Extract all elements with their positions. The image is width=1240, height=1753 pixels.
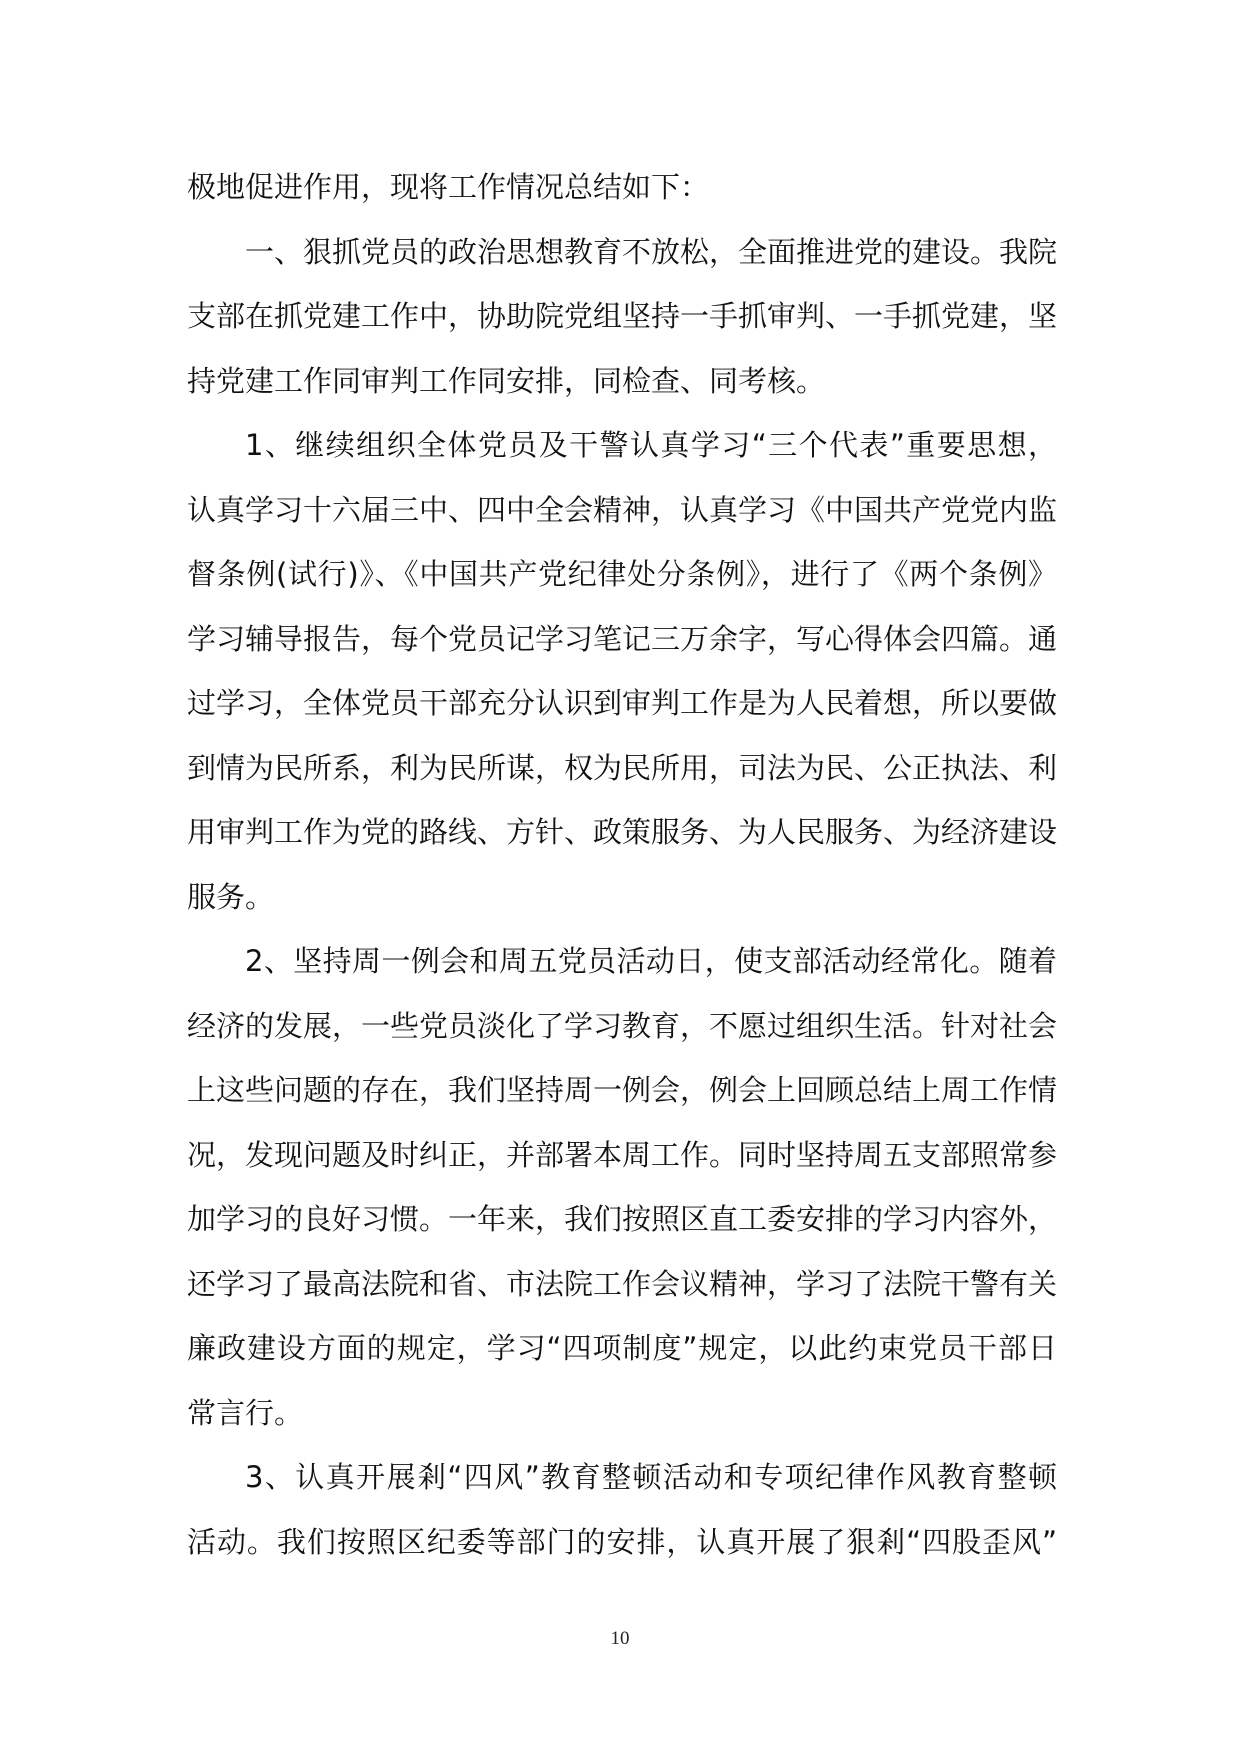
text-line: 支部在抓党建工作中，协助院党组坚持一手抓审判、一手抓党建，坚 [187, 299, 1058, 333]
text-line: 廉政建设方面的规定，学习“四项制度”规定，以此约束党员干部日 [187, 1331, 1057, 1365]
text-line: 学习辅导报告，每个党员记学习笔记三万余字，写心得体会四篇。通 [187, 621, 1058, 656]
item-3-line: 3、认真开展剎“四风”教育整顿活动和专项纪律作风教育整顿 [245, 1460, 1057, 1494]
text-line: 经济的发展，一些党员淡化了学习教育，不愿过组织生活。针对社会 [187, 1008, 1058, 1043]
page-number: 10 [610, 1628, 630, 1649]
text-line: 况，发现问题及时纠正，并部署本周工作。同时坚持周五支部照常参 [187, 1137, 1058, 1172]
text-line: 用审判工作为党的路线、方针、政策服务、为人民服务、为经济建设 [187, 815, 1058, 849]
item-1-line: 1、继续组织全体党员及干警认真学习“三个代表”重要思想， [245, 428, 1057, 462]
text-line: 过学习，全体党员干部充分认识到审判工作是为人民着想，所以要做 [187, 686, 1058, 720]
body-text [187, 155, 1057, 1574]
text-line: 到情为民所系，利为民所谋，权为民所用，司法为民、公正执法、利 [187, 750, 1058, 785]
text-line: 认真学习十六届三中、四中全会精神，认真学习《中国共产党党内监 [187, 492, 1058, 527]
item-2-line: 2、坚持周一例会和周五党员活动日，使支部活动经常化。随着 [245, 944, 1057, 978]
text-line: 加学习的良好习惯。一年来，我们按照区直工委安排的学习内容外， [187, 1202, 1058, 1236]
text-line: 活动。我们按照区纪委等部门的安排，认真开展了狠剎“四股歪风” [187, 1524, 1057, 1559]
text-line: 上这些问题的存在，我们坚持周一例会，例会上回顾总结上周工作情 [187, 1073, 1058, 1107]
text-line: 督条例(试行)》、《中国共产党纪律处分条例》，进行了《两个条例》 [187, 557, 1057, 591]
text-line: 极地促进作用，现将工作情况总结如下： [187, 170, 710, 204]
text-line: 服务。 [187, 879, 275, 914]
text-line: 持党建工作同审判工作同安排，同检查、同考核。 [187, 363, 826, 398]
text-line: 常言行。 [187, 1395, 304, 1430]
paragraph-heading-line: 一、狠抓党员的政治思想教育不放松，全面推进党的建设。我院 [245, 234, 1058, 269]
text-line: 还学习了最高法院和省、市法院工作会议精神，学习了法院干警有关 [187, 1266, 1058, 1301]
